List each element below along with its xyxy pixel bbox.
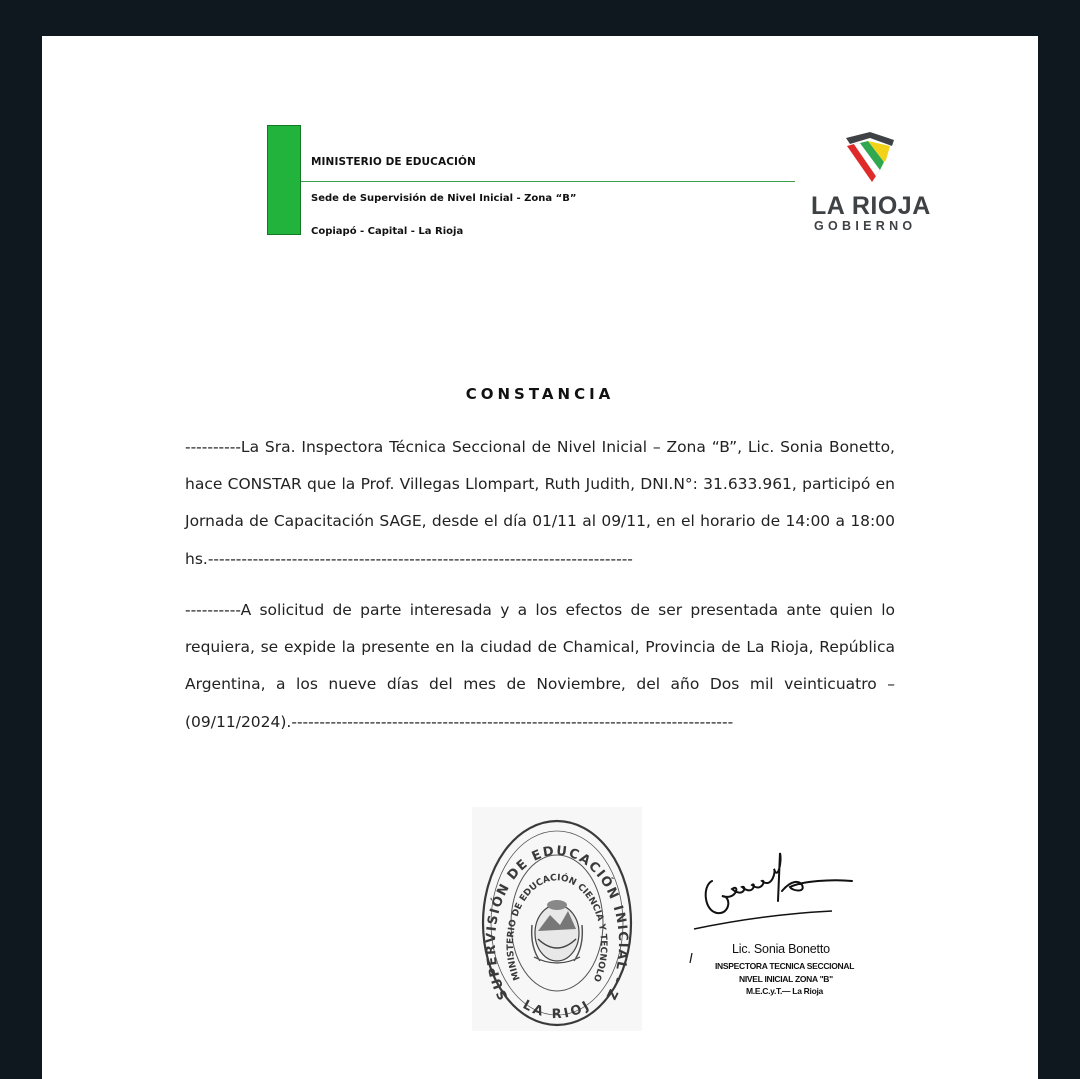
- signatory-name: Lic. Sonia Bonetto: [732, 942, 830, 956]
- signatory-ministry: M.E.C.y.T.— La Rioja: [746, 986, 823, 996]
- coat-of-arms-icon: [532, 900, 583, 963]
- paragraph-certification: ----------La Sra. Inspectora Técnica Seccional de Nivel Inicial – Zona “B”, Lic. Sonia Bonetto, hace CONSTAR que la Prof. Villegas Llompart, Ruth Judith, DNI.N°: 31.633.961, participó en Jornada de Capacitación SAGE, desde el día 01/11 al 09/11, en el horario de 14:00 a 18:00 hs.----------------------------------------------------------------------------: [185, 438, 895, 568]
- logo-subtitle: GOBIERNO: [814, 219, 917, 233]
- paragraph-issuance: ----------A solicitud de parte interesada y a los efectos de ser presentada ante quien lo requiera, se expide la presente en la ciudad de Chamical, Provincia de La Rioja, República Argentina, a los nueve días del mes de Noviembre, del año Dos mil veinticuatro – (09/11/2024).-------------------------------------------------------------------------------: [185, 601, 895, 731]
- seal-outer-text: SUPERVISIÓN DE EDUCACIÓN INICIAL - Z: [483, 843, 631, 1004]
- seal-inner-text: MINISTERIO DE EDUCACIÓN CIENCIA Y TECNOLO: [505, 873, 609, 983]
- logo-name: LA RIOJA: [811, 192, 931, 220]
- seal-bottom-text: LA RIOJ: [520, 997, 595, 1023]
- office-location: Copiapó - Capital - La Rioja: [311, 226, 464, 237]
- ministry-name: MINISTERIO DE EDUCACIÓN: [311, 156, 476, 168]
- office-name: Sede de Supervisión de Nivel Inicial - Zona “B”: [311, 193, 577, 204]
- document-title: CONSTANCIA: [465, 385, 615, 403]
- la-rioja-logo-icon: [842, 132, 898, 186]
- signatory-zone: NIVEL INICIAL ZONA "B": [739, 974, 833, 984]
- official-seal: [472, 807, 642, 1031]
- header-green-bar: [267, 125, 301, 235]
- document-page: [42, 36, 1038, 1079]
- header-divider: [301, 181, 795, 182]
- signatory-role: INSPECTORA TECNICA SECCIONAL: [715, 961, 855, 971]
